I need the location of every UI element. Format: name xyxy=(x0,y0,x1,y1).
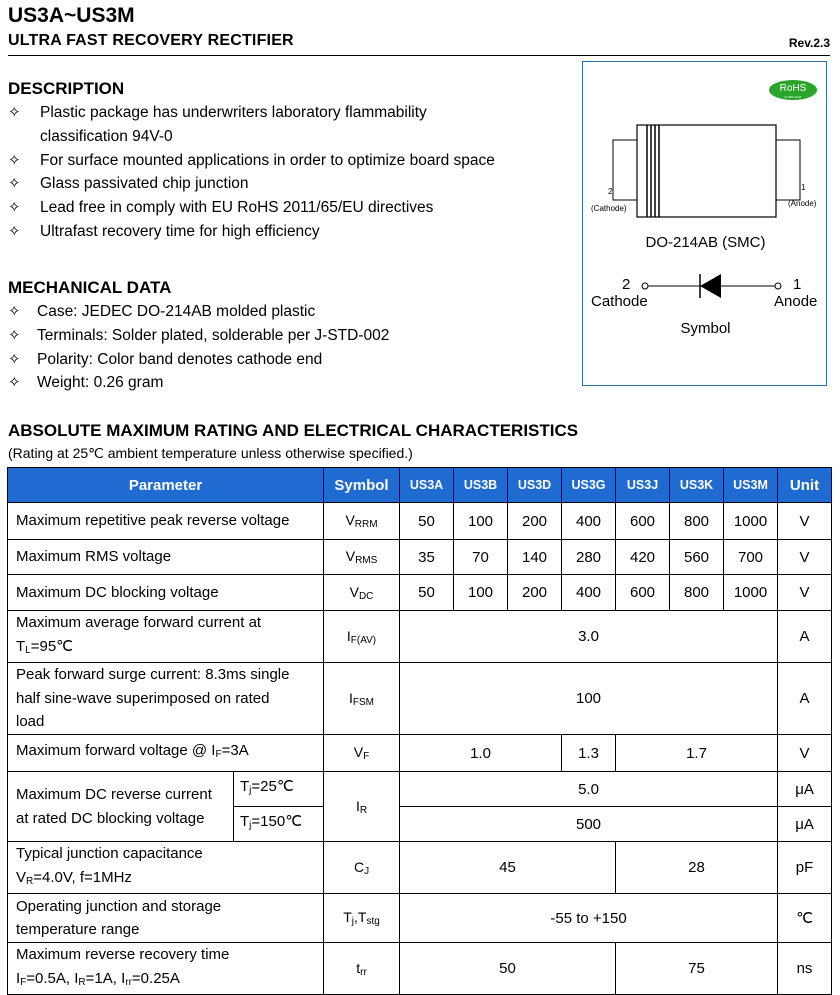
pin1-label: 1 xyxy=(801,183,806,192)
column-header: Unit xyxy=(778,468,832,503)
cathode-small-label: (Cathode) xyxy=(591,204,627,213)
pin2-label: 2 xyxy=(608,187,613,196)
symbol-pin1: 1 xyxy=(793,276,802,293)
column-header: Symbol xyxy=(324,468,400,503)
column-header: US3G xyxy=(562,468,616,503)
revision-label: Rev.2.3 xyxy=(788,36,830,50)
list-item: ✧ Terminals: Solder plated, solderable per J-STD-002 xyxy=(8,324,568,348)
column-header: US3A xyxy=(400,468,454,503)
document-title: US3A~US3M xyxy=(8,4,135,27)
table-row: Maximum DC blocking voltage $V_{DC}$ 50 100 200 400 600 800 1000 V xyxy=(8,575,832,611)
ratings-heading: ABSOLUTE MAXIMUM RATING AND ELECTRICAL CHARACTERISTICS xyxy=(8,421,579,440)
list-item: ✧ Plastic package has underwriters laboratory flammability xyxy=(8,101,568,125)
list-item: ✧ Polarity: Color band denotes cathode end xyxy=(8,348,568,372)
table-row: Maximum reverse recovery time $I_F=0.5A$, $I_R=1A$, $I_{rr}=0.25A$ $t_{rr}$ 50 75 ns xyxy=(8,943,832,995)
anode-small-label: (Anode) xyxy=(788,199,817,208)
bullet-icon: ✧ xyxy=(8,151,21,169)
column-header: US3J xyxy=(616,468,670,503)
column-header: Parameter xyxy=(8,468,324,503)
column-header: US3D xyxy=(508,468,562,503)
symbol-anode-label: Anode xyxy=(774,293,818,310)
table-row: Maximum average forward current at $T_L=95℃$ $I_{F(AV)}$ 3.0 A xyxy=(8,611,832,663)
table-row: Operating junction and storage temperature range $T_j,T_{stg}$ -55 to +150 ℃ xyxy=(8,894,832,943)
header-divider xyxy=(8,55,830,56)
symbol-cathode-label: Cathode xyxy=(591,293,648,310)
table-row: Maximum RMS voltage $V_{RMS}$ 35 70 140 280 420 560 700 V xyxy=(8,540,832,575)
ratings-table xyxy=(7,467,832,995)
column-header: US3K xyxy=(670,468,724,503)
rohs-badge: RoHS COMPLIANT xyxy=(769,80,817,100)
bullet-icon: ✧ xyxy=(8,326,21,344)
bullet-icon: ✧ xyxy=(8,104,21,121)
mechanical-heading: MECHANICAL DATA xyxy=(8,278,172,297)
mechanical-list xyxy=(8,300,568,395)
bullet-icon: ✧ xyxy=(8,222,21,240)
package-diagram-box xyxy=(582,61,827,386)
list-item: ✧ Glass passivated chip junction xyxy=(8,172,568,196)
description-heading: DESCRIPTION xyxy=(8,79,125,98)
table-row: Maximum DC reverse current at rated DC blocking voltage $T_j=25℃$ $I_R$ 5.0 μA xyxy=(8,772,832,807)
description-list xyxy=(8,101,568,244)
table-row: $T_j=150℃$ 500 μA xyxy=(8,807,832,842)
table-row: Typical junction capacitance $V_R=4.0V$, f=1MHz $C_J$ 45 28 pF xyxy=(8,842,832,894)
column-header: US3B xyxy=(454,468,508,503)
document-subtitle: ULTRA FAST RECOVERY RECTIFIER xyxy=(8,32,294,49)
list-item: ✧ Weight: 0.26 gram xyxy=(8,371,568,395)
list-item: ✧ For surface mounted applications in order to optimize board space xyxy=(8,149,568,173)
column-header: US3M xyxy=(724,468,778,503)
bullet-icon: ✧ xyxy=(8,303,21,320)
table-header-row xyxy=(8,468,832,503)
bullet-icon: ✧ xyxy=(8,374,21,392)
list-item: ✧ Lead free in comply with EU RoHS 2011/65/EU directives xyxy=(8,196,568,220)
list-item: classification 94V-0 xyxy=(40,127,173,145)
symbol-caption: Symbol xyxy=(680,320,731,337)
table-row: Peak forward surge current: 8.3ms single half sine-wave superimposed on rated load $I_{FSM}$ 100 A xyxy=(8,663,832,735)
bullet-icon: ✧ xyxy=(8,199,21,217)
bullet-icon: ✧ xyxy=(8,175,21,193)
package-name: DO-214AB (SMC) xyxy=(645,234,766,251)
bullet-icon: ✧ xyxy=(8,350,21,368)
table-row: Maximum forward voltage @ $I_F=3A$ $V_F$ 1.0 1.3 1.7 V xyxy=(8,735,832,772)
symbol-pin2: 2 xyxy=(622,276,631,293)
table-row: Maximum repetitive peak reverse voltage $V_{RRM}$ 50 100 200 400 600 800 1000 V xyxy=(8,503,832,540)
list-item: ✧ Ultrafast recovery time for high efficiency xyxy=(8,220,568,244)
package-outline-icon xyxy=(583,62,828,387)
list-item: ✧ Case: JEDEC DO-214AB molded plastic xyxy=(8,300,568,324)
ratings-note: (Rating at 25℃ ambient temperature unless otherwise specified.) xyxy=(8,445,413,461)
